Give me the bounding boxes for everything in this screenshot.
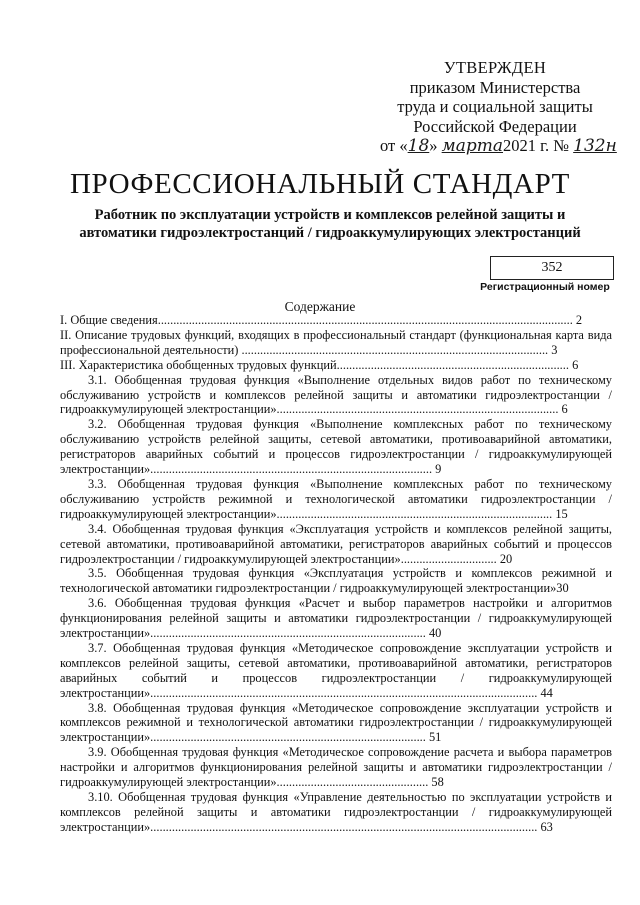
date-mid: » [429, 136, 438, 155]
document-title: ПРОФЕССИОНАЛЬНЫЙ СТАНДАРТ [70, 168, 570, 200]
toc-item: 3.4. Обобщенная трудовая функция «Эксплуатация устройств и комплексов релейной защиты, сетевой автоматики, противоаварийной автоматики, регистраторов аварийных событий и процессов гидроэлектростанции / гидроаккумулирующей электростанции»............................... 20 [60, 521, 612, 566]
approval-line-2: труда и социальной защиты [397, 97, 593, 116]
toc-item: 3.10. Обобщенная трудовая функция «Управление деятельностью по эксплуатации устройств и комплексов релейной защиты и автоматики гидроэлектростанции / гидроаккумулирующей электростанции»............................................................................................................................. 63 [60, 790, 612, 834]
toc-heading: Содержание [284, 299, 356, 314]
date-prefix: от « [380, 136, 408, 155]
toc-item: I. Общие сведения...................................................................................................................................... 2 [60, 313, 583, 327]
toc-item: 3.2. Обобщенная трудовая функция «Выполнение комплексных работ по техническому обслуживанию устройств релейной защиты, сетевой автоматики, противоаварийной автоматики, регистраторов аварийных событий и процессов гидроэлектростанции / гидроаккумулирующей электростанции»........................................................................................... 9 [60, 417, 612, 477]
registration-number-box: 352 [490, 256, 614, 280]
table-of-contents [60, 313, 612, 835]
approval-date-line [380, 136, 617, 157]
toc-item: III. Характеристика обобщенных трудовых функций........................................................................... 6 [60, 357, 579, 372]
toc-item: II. Описание трудовых функций, входящих в профессиональный стандарт (функциональная карта вида профессиональной деятельности) ................................................................................................... 3 [60, 327, 612, 357]
toc-item: 3.7. Обобщенная трудовая функция «Методическое сопровождение эксплуатации устройств и комплексов релейной защиты, сетевой автоматики, противоаварийной автоматики, регистраторов аварийных событий и процессов гидроэлектростанции / гидроаккумулирующей электростанции»............................................................................................................................. 44 [60, 640, 612, 700]
toc-item: 3.3. Обобщенная трудовая функция «Выполнение комплексных работ по техническому обслуживанию устройств режимной и технологической автоматики гидроэлектростанции / гидроаккумулирующей электростанции»......................................................................................... 15 [60, 476, 612, 521]
registration-number-label: Регистрационный номер [480, 281, 610, 293]
toc-item: 3.8. Обобщенная трудовая функция «Методическое сопровождение эксплуатации устройств и комплексов режимной и технологической автоматики гидроэлектростанции / гидроаккумулирующей электростанции»......................................................................................... 51 [60, 700, 612, 745]
approval-block [380, 58, 617, 157]
handwritten-day: 18 [407, 136, 430, 156]
toc-item: 3.9. Обобщенная трудовая функция «Методическое сопровождение расчета и выбора параметров настройки и алгоритмов функционирования релейной защиты и автоматики гидроэлектростанции / гидроаккумулирующей электростанции»................................................. 58 [60, 745, 612, 790]
approval-label: УТВЕРЖДЕН [443, 58, 547, 77]
document-subtitle: Работник по эксплуатации устройств и комплексов релейной защиты и автоматики гидроэлектростанций / гидроаккумулирующих электростанций [79, 207, 581, 241]
toc-item: 3.1. Обобщенная трудовая функция «Выполнение отдельных видов работ по техническому обслуживанию устройств и комплексов релейной защиты и автоматики гидроэлектростанции / гидроаккумулирующей электростанции»........................................................................................... 6 [60, 372, 612, 417]
toc-item: 3.5. Обобщенная трудовая функция «Эксплуатация устройств и комплексов режимной и технологической автоматики гидроэлектростанции / гидроаккумулирующей электростанции»30 [60, 566, 612, 596]
date-year: 2021 г. № [503, 136, 570, 155]
approval-line-1: приказом Министерства [409, 77, 581, 97]
approval-line-3: Российской Федерации [413, 116, 577, 136]
handwritten-month: марта [441, 136, 504, 156]
handwritten-order-number: 132н [573, 136, 617, 156]
toc-item: 3.6. Обобщенная трудовая функция «Расчет и выбор параметров настройки и алгоритмов функционирования релейной защиты и автоматики гидроэлектростанции / гидроаккумулирующей электростанции»......................................................................................... 40 [60, 596, 612, 641]
